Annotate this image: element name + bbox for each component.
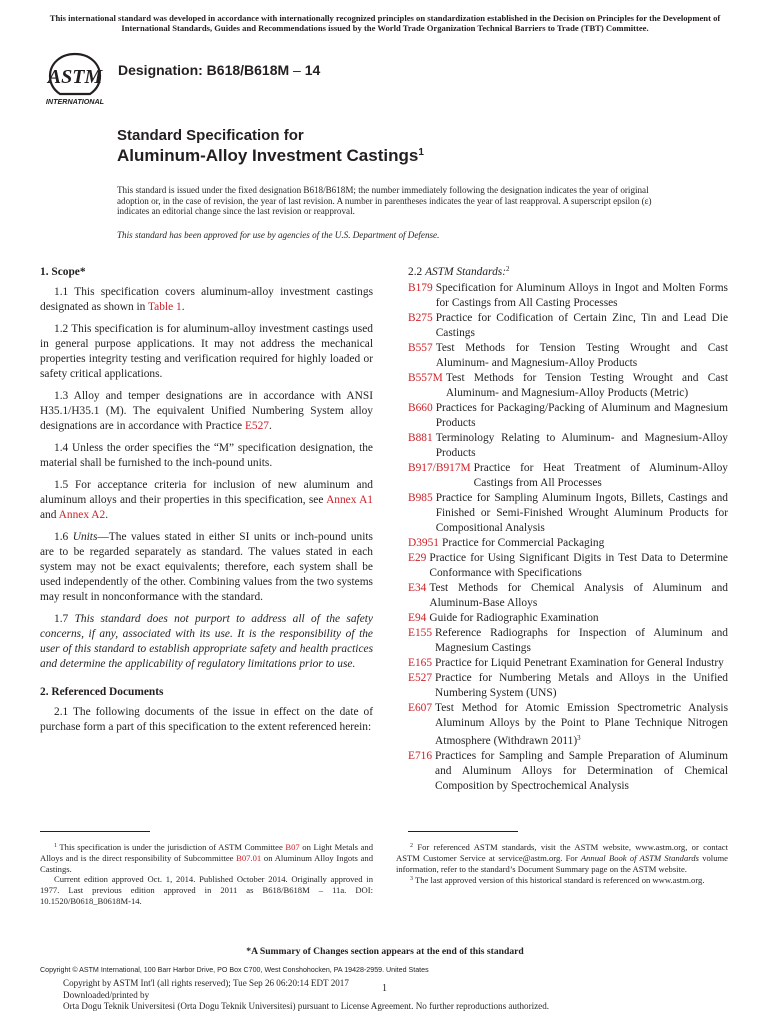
reference-code-link[interactable]: B985 — [408, 492, 433, 504]
paragraph-1-3: 1.3 Alloy and temper designations are in accordance with ANSI H35.1/H35.1 (M). The equivalent Unified Numbering System alloy designations are in accordance with Practice E527. — [40, 390, 373, 432]
page-number: 1 — [382, 983, 387, 994]
astm-logo-icon — [38, 50, 112, 108]
paragraph-1-1: 1.1 This specification covers aluminum-alloy investment castings designated as shown in Table 1. — [40, 286, 373, 313]
reference-item — [408, 551, 728, 581]
reference-item — [408, 401, 728, 431]
reference-item — [408, 749, 728, 794]
reference-code-link[interactable]: E94 — [408, 612, 427, 624]
reference-code-link[interactable]: E716 — [408, 750, 433, 762]
reference-title: Practices for Packaging/Packing of Aluminum and Magnesium Products — [435, 402, 728, 429]
reference-title: Test Methods for Chemical Analysis of Aluminum and Aluminum-Base Alloys — [429, 582, 728, 609]
reference-item — [408, 281, 728, 311]
reference-code-link[interactable]: E34 — [408, 582, 427, 594]
reference-item — [408, 626, 728, 656]
footnote-1-edition: Current edition approved Oct. 1, 2014. Published October 2014. Originally approved in 1977. Last previous edition approved in 2011 as B618/B618M – 11a. DOI: 10.1520/B0618_B0618M-14. — [40, 874, 373, 906]
paragraph-1-6: 1.6 Units—The values stated in either SI units or inch-pound units are to be regarded separately as standard. The values stated in each system may not be exact equivalents; therefore, each system shall be used independently of the other. Combining values from the two systems may result in nonconformance with the standard. — [40, 531, 373, 603]
footnotes-left — [40, 841, 373, 907]
reference-item — [408, 461, 728, 491]
reference-title: Practice for Sampling Aluminum Ingots, Billets, Castings and Finished or Semi-Finished Wrought Aluminum Products for Compositional Analysis — [435, 492, 728, 534]
reference-item — [408, 536, 728, 551]
reference-item — [408, 701, 728, 749]
footnote-2: $^2$ For referenced ASTM standards, visit the ASTM website, www.astm.org, or contact ASTM Customer Service at service@astm.org. For Annual Book of ASTM Standards volume information, refer to the standard’s Document Summary page on the ASTM website. — [396, 842, 728, 874]
paragraph-1-5: 1.5 For acceptance criteria for inclusion of new aluminum and aluminum alloys and their properties in this specification, see Annex A1 and Annex A2. — [40, 479, 374, 521]
reference-code-link[interactable]: B881 — [408, 432, 433, 444]
reference-title: Practices for Sampling and Sample Preparation of Aluminum and Aluminum Alloys for Determination of Chemical Composition by Spectrochemical Analysis — [435, 750, 728, 792]
reference-title: Reference Radiographs for Inspection of Aluminum and Magnesium Castings — [435, 627, 728, 654]
referenced-documents-heading: 2. Referenced Documents — [40, 686, 164, 698]
license-block: Copyright by ASTM Int'l (all rights reserved); Tue Sep 26 06:20:14 EDT 2017 Downloaded/printed by Orta Dogu Teknik Universitesi (Orta Dogu Teknik Universitesi) pursuant to License Agreement. No further reproductions authorized. — [63, 978, 550, 1012]
reference-code-link[interactable]: E165 — [408, 657, 433, 669]
reference-title: Practice for Liquid Penetrant Examination for General Industry — [435, 657, 724, 669]
paragraph-2-1: 2.1 The following documents of the issue in effect on the date of purchase form a part of this specification to the extent referenced herein: — [40, 706, 373, 733]
reference-item — [408, 581, 728, 611]
reference-item — [408, 431, 728, 461]
reference-code-link[interactable]: E607 — [408, 702, 433, 714]
reference-title: Terminology Relating to Aluminum- and Magnesium-Alloy Products — [435, 432, 728, 459]
paragraph-1-4: 1.4 Unless the order specifies the “M” specification designation, the material shall be furnished to the inch-pound units. — [40, 442, 373, 469]
reference-title: Guide for Radiographic Examination — [429, 612, 599, 624]
reference-title: Practice for Heat Treatment of Aluminum-Alloy Castings from All Processes — [473, 462, 728, 489]
annex-a1-link[interactable]: Annex A1 — [326, 494, 374, 506]
reference-title: Specification for Aluminum Alloys in Ingot and Molten Forms for Castings from All Casting Processes — [435, 282, 728, 309]
issue-note: This standard is issued under the fixed designation B618/B618M; the number immediately following the designation indicates the year of original adoption or, in the case of revision, the year of last revision. A number in parentheses indicates the year of last reapproval. A superscript epsilon (ε) indicates an editorial change since the last revision or reapproval. — [117, 185, 652, 217]
reference-code-link[interactable]: B917/B917M — [408, 462, 471, 474]
annex-a2-link[interactable]: Annex A2 — [58, 509, 106, 521]
b07-link[interactable]: B07 — [285, 842, 300, 852]
b07-01-link[interactable]: B07.01 — [236, 852, 262, 863]
reference-code-link[interactable]: B660 — [408, 402, 433, 414]
paragraph-1-7: 1.7 This standard does not purport to address all of the safety concerns, if any, associated with its use. It is the responsibility of the user of this standard to establish appropriate safety and health practices and determine the applicability of regulatory limitations prior to use. — [40, 613, 373, 670]
title-footnote-ref[interactable]: 1 — [418, 147, 424, 158]
reference-item — [408, 491, 728, 536]
copyright-line: Copyright © ASTM International, 100 Barr Harbor Drive, PO Box C700, West Conshohocken, PA 19428-2959. United States — [40, 966, 429, 974]
reference-code-link[interactable]: B557M — [408, 372, 443, 384]
title-line-1: Standard Specification for — [117, 127, 304, 144]
astm-standards-heading: 2.2 ASTM Standards:$^2$ — [408, 265, 510, 278]
reference-item — [408, 611, 728, 626]
footnote-1: $^1$ This specification is under the jurisdiction of ASTM Committee B07 on Light Metals and Alloys and is the direct responsibility of Subcommittee B07.01 on Aluminum Alloy Ingots and Castings. — [40, 842, 373, 874]
reference-item — [408, 671, 728, 701]
reference-title: Practice for Using Significant Digits in Test Data to Determine Conformance with Specifications — [429, 552, 728, 579]
reference-code-link[interactable]: E29 — [408, 552, 427, 564]
footnotes-right — [396, 841, 728, 886]
wto-notice: This international standard was developed in accordance with internationally recognized principles on standardization established in the Decision on Principles for the Development of International Standards, Guides and Recommendations issued by the World Trade Organization Technical Barriers to Trade (TBT) Committee. — [49, 13, 721, 33]
reference-title: Practice for Commercial Packaging — [442, 537, 605, 549]
footnote-divider-left — [40, 831, 150, 832]
logo-subtext: INTERNATIONAL — [45, 97, 105, 106]
table-1-link[interactable]: Table 1 — [148, 301, 182, 313]
reference-title: Practice for Codification of Certain Zinc, Tin and Lead Die Castings — [435, 312, 728, 339]
reference-item — [408, 656, 728, 671]
designation: Designation: B618/B618M – 14 — [118, 62, 321, 78]
right-column — [408, 262, 728, 794]
reference-code-link[interactable]: B557 — [408, 342, 433, 354]
reference-code-link[interactable]: D3951 — [408, 537, 440, 549]
summary-of-changes-note: *A Summary of Changes section appears at the end of this standard — [246, 946, 524, 957]
logo-text: ASTM — [47, 66, 103, 88]
defense-note: This standard has been approved for use by agencies of the U.S. Department of Defense. — [117, 230, 440, 240]
left-column — [40, 262, 373, 742]
reference-list — [408, 281, 728, 794]
footnote-divider-right — [408, 831, 518, 832]
reference-title: Test Method for Atomic Emission Spectrometric Analysis Aluminum Alloys by the Point to Plane Technique Nitrogen Atmosphere (Withdrawn 2011)$^3$ — [435, 702, 728, 747]
reference-item — [408, 341, 728, 371]
reference-code-link[interactable]: E155 — [408, 627, 433, 639]
scope-heading: 1. Scope* — [40, 266, 86, 278]
reference-item — [408, 371, 728, 401]
page-title: Aluminum-Alloy Investment Castings$^1$ — [117, 146, 424, 165]
reference-code-link[interactable]: E527 — [408, 672, 433, 684]
e527-link[interactable]: E527 — [244, 420, 269, 432]
reference-item — [408, 311, 728, 341]
reference-title: Test Methods for Tension Testing Wrought and Cast Aluminum- and Magnesium-Alloy Products — [435, 342, 728, 369]
paragraph-1-2: 1.2 This specification is for aluminum-alloy investment castings used in general purpose applications. It may not address the mechanical properties integrity testing and verification required for highly loaded or safety critical applications. — [40, 323, 373, 380]
reference-title: Test Methods for Tension Testing Wrought and Cast Aluminum- and Magnesium-Alloy Products (Metric) — [445, 372, 728, 399]
reference-code-link[interactable]: B179 — [408, 282, 433, 294]
reference-title: Practice for Numbering Metals and Alloys in the Unified Numbering System (UNS) — [435, 672, 728, 699]
reference-code-link[interactable]: B275 — [408, 312, 433, 324]
footnote-3: $^3$ The last approved version of this historical standard is referenced on www.astm.org. — [410, 875, 705, 886]
